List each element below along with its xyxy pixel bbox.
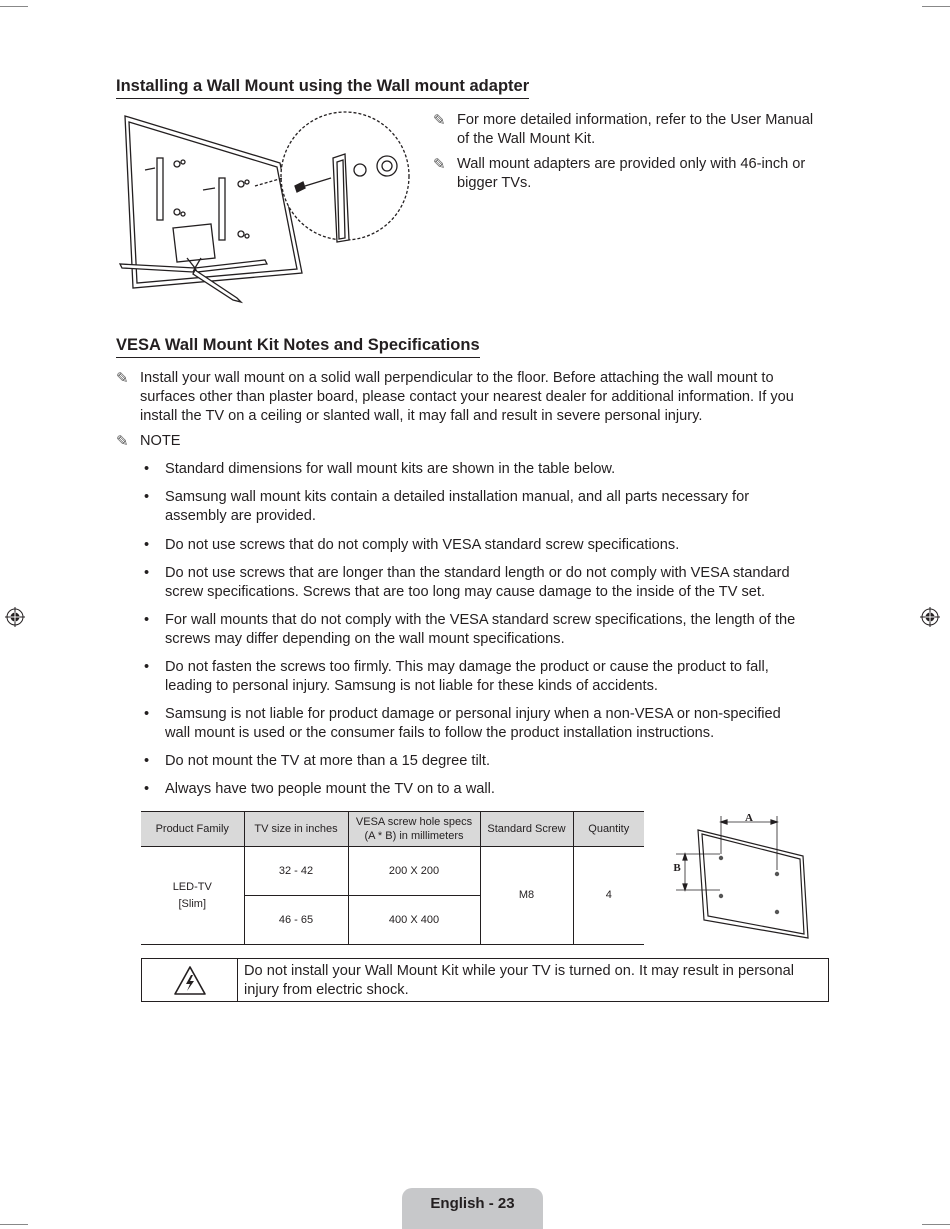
bullet-icon: • xyxy=(144,753,150,769)
vesa-dimension-diagram xyxy=(668,808,818,943)
registration-mark-left-icon xyxy=(5,607,25,627)
list-item xyxy=(144,611,834,649)
bullet-icon: • xyxy=(144,706,150,722)
bullet-icon: • xyxy=(144,659,150,675)
cell-tv-size: 46 - 65 xyxy=(244,896,348,945)
bullet-icon: • xyxy=(144,781,150,797)
note-line: of the Wall Mount Kit. xyxy=(457,131,596,147)
page-number-tab: English - 23 xyxy=(402,1188,543,1229)
vesa-hole-icon xyxy=(775,872,779,876)
list-item xyxy=(144,752,834,771)
vesa-intro-note xyxy=(116,369,836,426)
column-header-tv-size: TV size in inches xyxy=(244,812,348,847)
list-item-text: Do not use screws that do not comply with VESA standard screw specifications. xyxy=(165,537,680,553)
list-item-text: Standard dimensions for wall mount kits are shown in the table below. xyxy=(165,461,616,477)
list-item-text: leading to personal injury. Samsung is not liable for these kinds of accidents. xyxy=(165,678,658,694)
column-header-line: (A * B) in millimeters xyxy=(364,830,464,842)
bullet-icon: • xyxy=(144,565,150,581)
list-item-text: Samsung is not liable for product damage or personal injury when a non-VESA or non-specified xyxy=(165,706,781,722)
warning-divider xyxy=(237,959,238,1001)
wall-mount-adapter-illustration xyxy=(115,108,415,308)
warning-text-line: injury from electric shock. xyxy=(244,982,409,998)
list-item xyxy=(144,460,834,479)
cell-tv-size: 32 - 42 xyxy=(244,847,348,896)
bullet-icon: • xyxy=(144,537,150,553)
list-item xyxy=(144,780,834,799)
vesa-hole-icon xyxy=(719,894,723,898)
section-title-vesa: VESA Wall Mount Kit Notes and Specifications xyxy=(116,335,480,358)
note-line: bigger TVs. xyxy=(457,175,532,191)
vesa-spec-table xyxy=(141,811,644,945)
note-heading xyxy=(116,432,316,451)
crop-mark-bottom-right xyxy=(922,1224,950,1225)
column-header-line: VESA screw hole specs xyxy=(355,816,473,828)
list-item-text: wall mount is used or the consumer fails to follow the product installation instructions. xyxy=(165,725,715,741)
registration-mark-right-icon xyxy=(920,607,940,627)
vesa-hole-icon xyxy=(775,910,779,914)
note-label: NOTE xyxy=(140,433,181,449)
bullet-icon: • xyxy=(144,461,150,477)
vesa-hole-icon xyxy=(719,856,723,860)
note-line: surfaces other than plaster board, please contact your nearest dealer for additional information. If you xyxy=(140,389,794,405)
note-adapter-sizes xyxy=(433,155,843,193)
cell-quantity: 4 xyxy=(573,847,644,945)
list-item xyxy=(144,705,834,743)
list-item xyxy=(144,658,834,696)
crop-mark-top-right xyxy=(922,6,950,7)
list-item-text: screws may differ depending on the wall mount specifications. xyxy=(165,631,565,647)
bullet-icon: • xyxy=(144,612,150,628)
warning-text xyxy=(244,962,824,1000)
note-line: For more detailed information, refer to the User Manual xyxy=(457,112,814,128)
column-header-vesa-specs xyxy=(348,812,480,847)
dimension-label-b: B xyxy=(673,862,681,874)
list-item-text: Samsung wall mount kits contain a detailed installation manual, and all parts necessary for xyxy=(165,489,750,505)
note-pencil-icon: ✎ xyxy=(116,370,129,387)
note-pencil-icon: ✎ xyxy=(433,112,446,129)
column-header-quantity: Quantity xyxy=(573,812,644,847)
column-header-product-family: Product Family xyxy=(141,812,244,847)
list-item-text: Do not mount the TV at more than a 15 degree tilt. xyxy=(165,753,491,769)
table-header-row xyxy=(141,812,644,847)
cell-line: LED-TV xyxy=(172,880,212,893)
table-row xyxy=(141,847,644,896)
crop-mark-top-left xyxy=(0,6,28,7)
dimension-label-a: A xyxy=(745,812,753,824)
crop-mark-bottom-left xyxy=(0,1224,28,1225)
electric-shock-warning-icon xyxy=(173,965,207,996)
electric-shock-warning xyxy=(141,958,829,1002)
list-item-text: assembly are provided. xyxy=(165,508,316,524)
section-title-wall-mount-adapter: Installing a Wall Mount using the Wall mount adapter xyxy=(116,76,529,99)
list-item-text: screw specifications. Screws that are too long may cause damage to the inside of the TV set. xyxy=(165,584,766,600)
list-item-text: Do not fasten the screws too firmly. This may damage the product or cause the product to fall, xyxy=(165,659,769,675)
note-line: Install your wall mount on a solid wall perpendicular to the floor. Before attaching the wall mount to xyxy=(140,370,774,386)
note-user-manual xyxy=(433,111,843,149)
cell-product-family xyxy=(141,847,244,945)
list-item-text: Do not use screws that are longer than the standard length or do not comply with VESA standard xyxy=(165,565,790,581)
note-line: Wall mount adapters are provided only with 46-inch or xyxy=(457,156,806,172)
list-item xyxy=(144,488,834,526)
list-item-text: Always have two people mount the TV on to a wall. xyxy=(165,781,495,797)
note-line: install the TV on a ceiling or slanted wall, it may fall and result in severe personal injury. xyxy=(140,408,703,424)
cell-vesa-spec: 400 X 400 xyxy=(348,896,480,945)
column-header-standard-screw: Standard Screw xyxy=(480,812,573,847)
bullet-icon: • xyxy=(144,489,150,505)
warning-text-line: Do not install your Wall Mount Kit while your TV is turned on. It may result in personal xyxy=(244,963,794,979)
list-item xyxy=(144,564,834,602)
cell-vesa-spec: 200 X 200 xyxy=(348,847,480,896)
cell-line: [Slim] xyxy=(178,897,206,910)
cell-standard-screw: M8 xyxy=(480,847,573,945)
note-pencil-icon: ✎ xyxy=(116,433,129,450)
list-item-text: For wall mounts that do not comply with the VESA standard screw specifications, the length of the xyxy=(165,612,796,628)
list-item xyxy=(144,536,834,555)
note-pencil-icon: ✎ xyxy=(433,156,446,173)
